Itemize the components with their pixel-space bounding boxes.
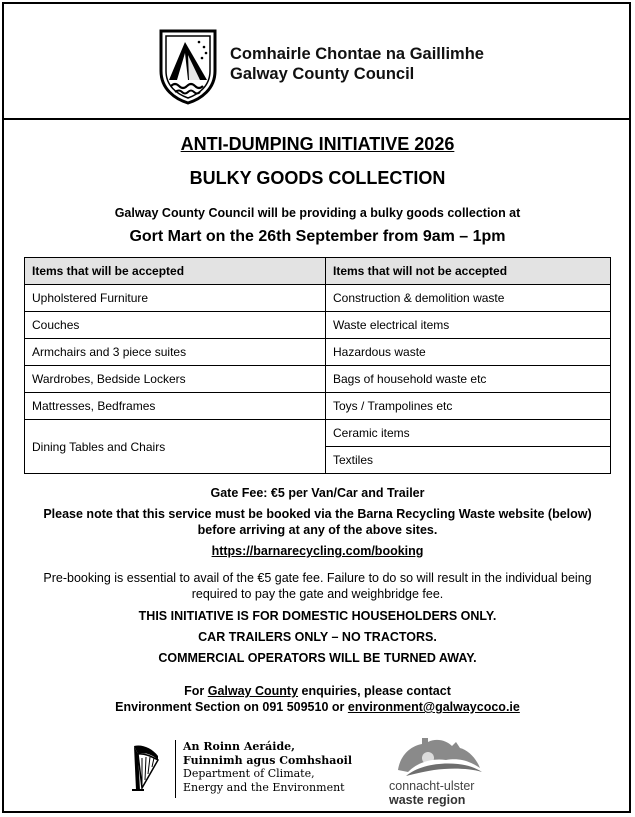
council-name-english: Galway County Council [230,65,415,83]
trailers-only-notice: CAR TRAILERS ONLY – NO TRACTORS. [198,630,437,644]
not-accepted-item: Waste electrical items [326,312,611,339]
accepted-item: Armchairs and 3 piece suites [25,339,326,366]
booking-link[interactable]: https://barnarecycling.com/booking [211,544,424,558]
not-accepted-item: Construction & demolition waste [326,285,611,312]
page-title: ANTI-DUMPING INITIATIVE 2026 [180,134,455,154]
department-irish: An Roinn Aeráide, [183,740,295,753]
email-link[interactable]: environment@galwaycoco.ie [347,700,520,714]
accepted-item: Mattresses, Bedframes [25,393,326,420]
department-name [183,740,352,794]
prebooking-text [0,570,635,602]
table-row [25,393,611,420]
prebooking-line: required to pay the gate and weighbridge fee. [191,587,444,601]
footer-divider [175,740,176,798]
table-row [25,420,611,447]
accepted-item: Couches [25,312,326,339]
region-name-line: waste region [389,793,466,807]
intro-text: Galway County Council will be providing a bulky goods collection at [114,206,521,220]
table-row [25,285,611,312]
connacht-ulster-waste-region-logo [388,728,488,786]
table-row [25,339,611,366]
booking-note-line: Please note that this service must be booked via the Barna Recycling Waste website (below) [43,507,592,521]
accepted-item: Dining Tables and Chairs [25,420,326,474]
gate-fee-text: Gate Fee: €5 per Van/Car and Trailer [210,486,425,500]
not-accepted-item: Ceramic items [326,420,611,447]
galway-county-link[interactable]: Galway County [207,684,299,698]
galway-county-council-logo [155,25,221,105]
not-accepted-item: Toys / Trampolines etc [326,393,611,420]
contact-text: enquiries, please contact [298,684,451,698]
items-table [24,257,611,474]
location-date-text: Gort Mart on the 26th September from 9am – 1pm [129,228,506,245]
header [2,2,631,120]
commercial-notice: COMMERCIAL OPERATORS WILL BE TURNED AWAY. [158,651,477,665]
department-irish: Fuinnimh agus Comhshaoil [183,753,353,767]
not-accepted-item: Hazardous waste [326,339,611,366]
contact-text: Environment Section on 091 509510 or [115,700,348,714]
council-name [230,44,484,84]
table-row [25,366,611,393]
accepted-item: Wardrobes, Bedside Lockers [25,366,326,393]
council-name-irish: Comhairle Chontae na Gaillimhe [230,45,484,63]
region-name-line: connacht-ulster [389,779,475,793]
booking-note-line: before arriving at any of the above sites. [197,523,438,537]
booking-note [0,506,635,538]
not-accepted-header: Items that will not be accepted [326,258,611,285]
table-header-row [25,258,611,285]
page-subtitle: BULKY GOODS COLLECTION [189,168,446,188]
region-name [389,779,474,807]
domestic-only-notice: THIS INITIATIVE IS FOR DOMESTIC HOUSEHOLDERS ONLY. [138,609,497,623]
department-english: Energy and the Environment [183,780,345,794]
table-row [25,312,611,339]
not-accepted-item: Bags of household waste etc [326,366,611,393]
not-accepted-item: Textiles [326,447,611,474]
contact-text: For [184,684,208,698]
accepted-item: Upholstered Furniture [25,285,326,312]
prebooking-line: Pre-booking is essential to avail of the €5 gate fee. Failure to do so will result in the individual being [43,571,592,585]
contact-line-1 [0,684,635,698]
accepted-header: Items that will be accepted [25,258,326,285]
department-english: Department of Climate, [183,767,315,780]
contact-line-2 [0,700,635,714]
harp-icon [128,742,162,794]
